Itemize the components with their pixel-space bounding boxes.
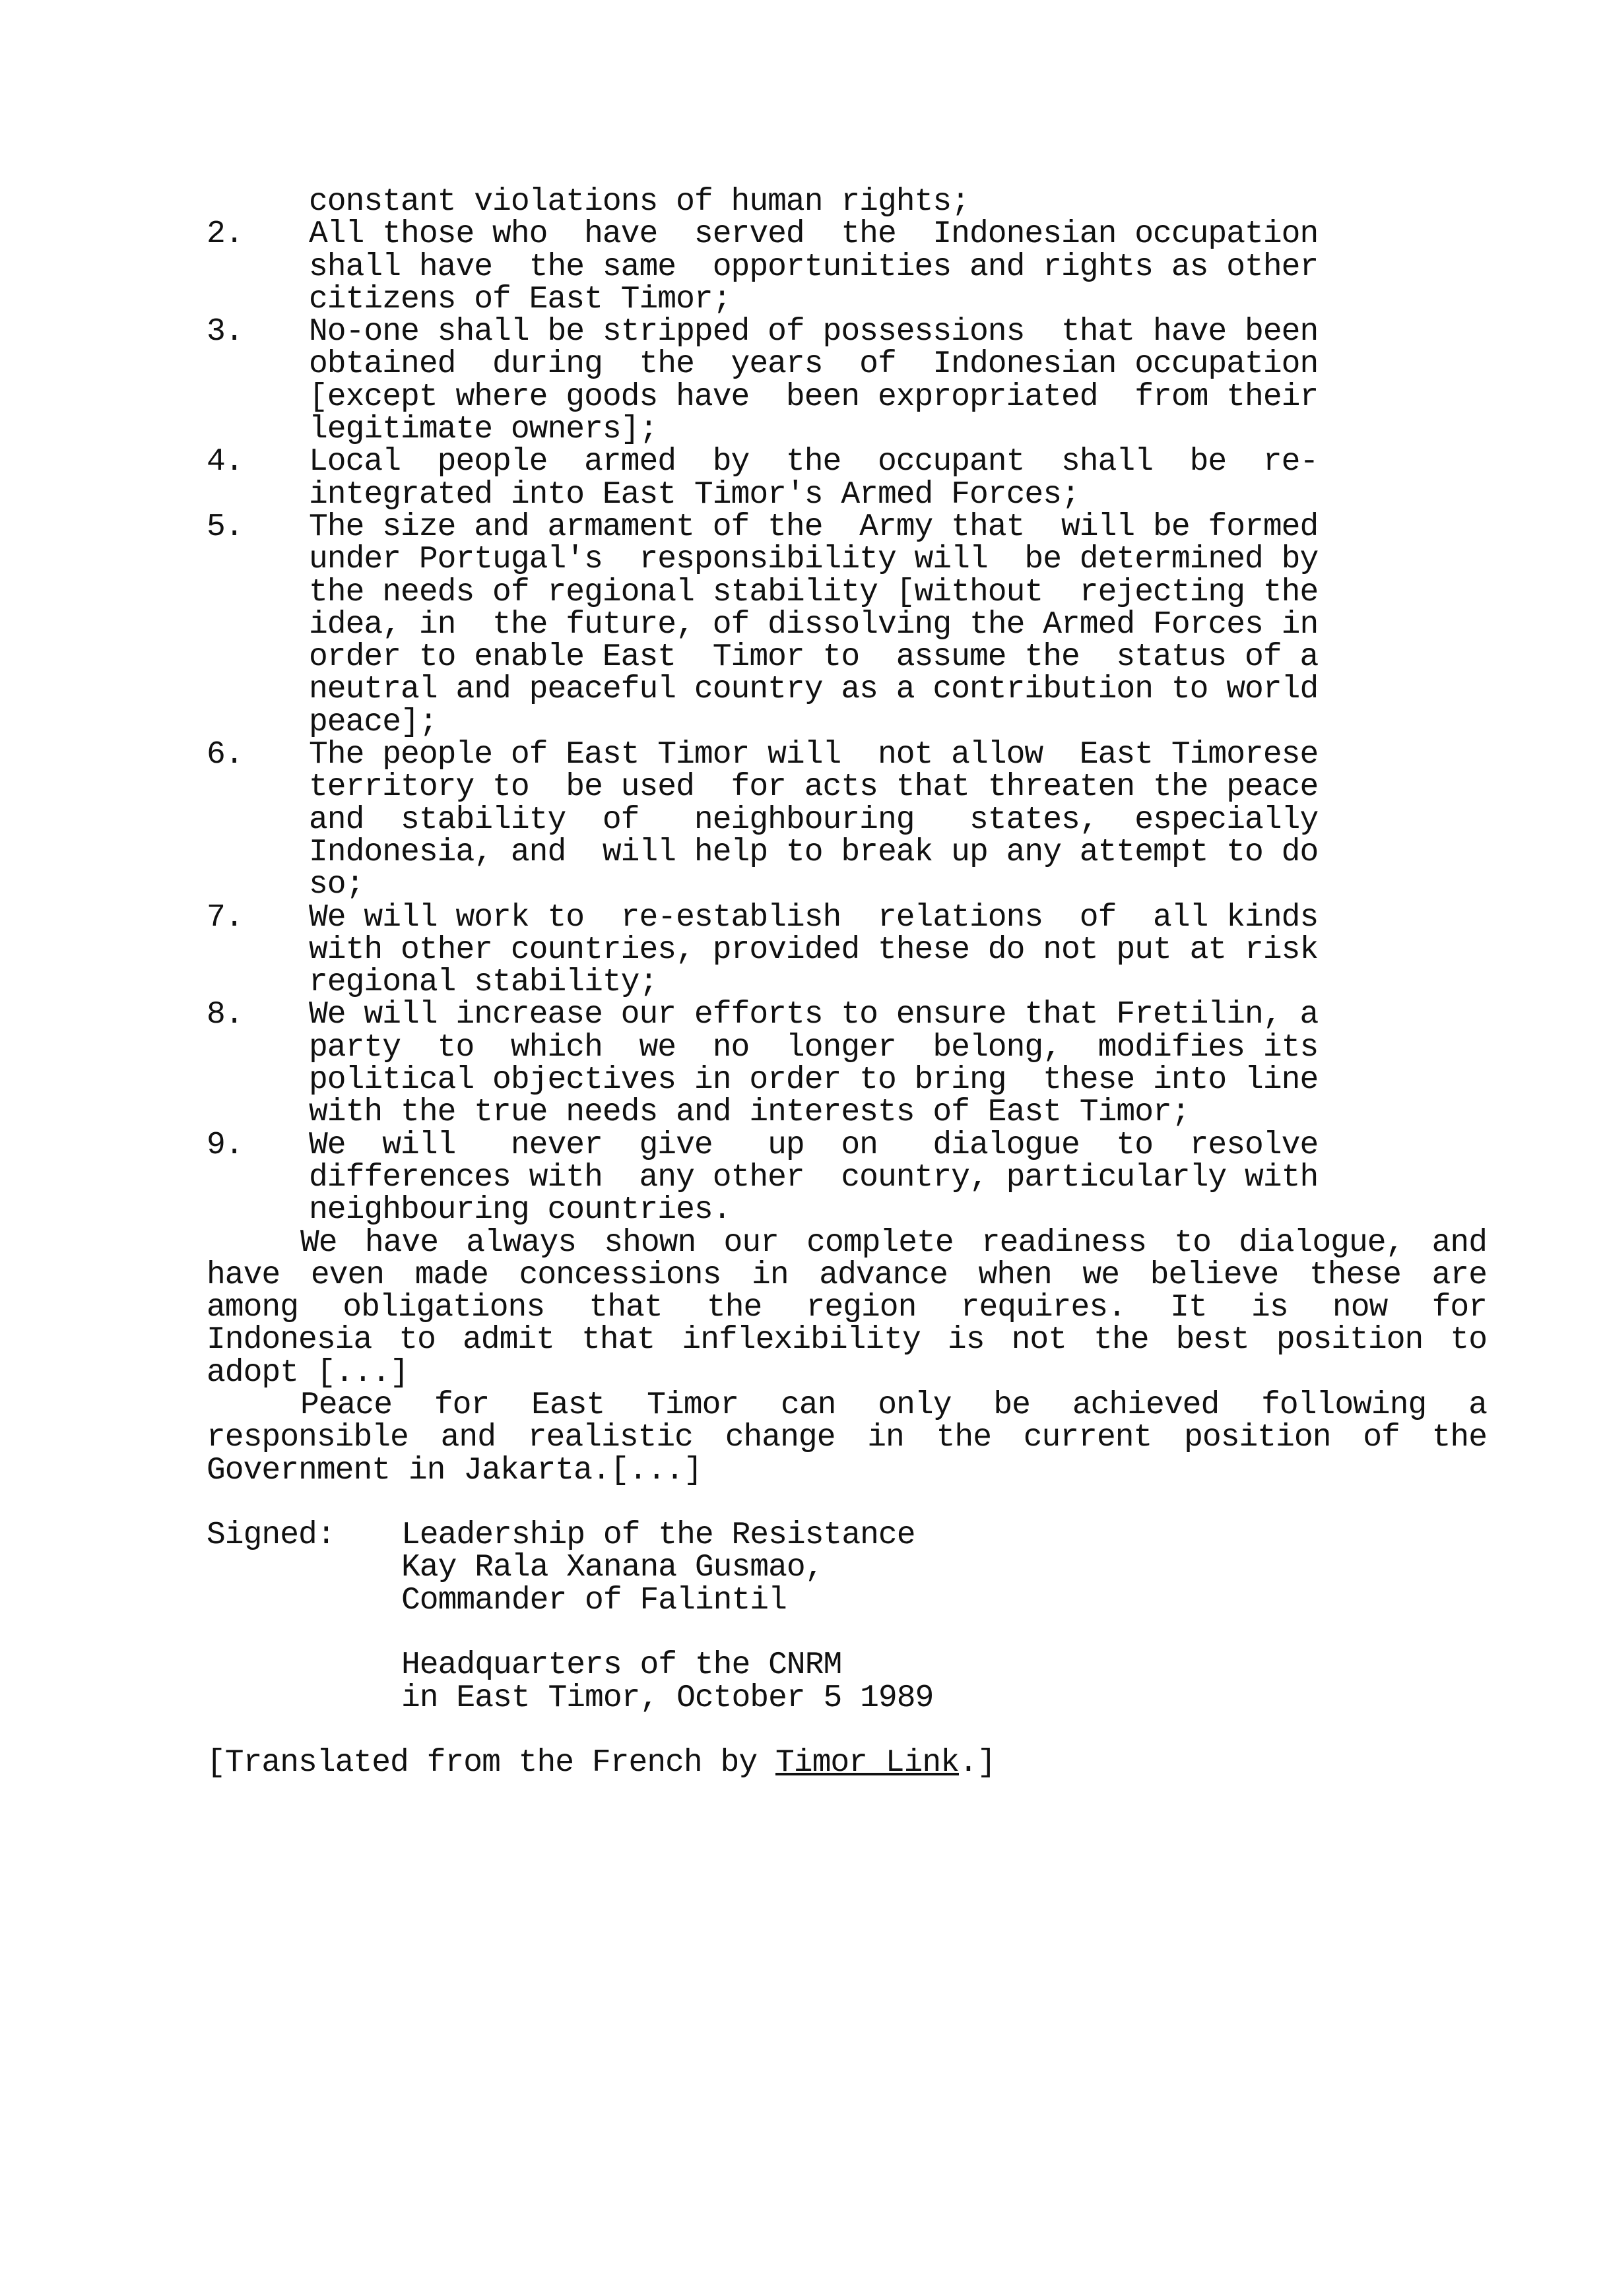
- list-item-line: We will never give up on dialogue to resolve: [309, 1127, 1319, 1163]
- list-item-number: 9.: [207, 1127, 244, 1163]
- list-item-line: No-one shall be stripped of possessions that have been: [309, 314, 1319, 350]
- list-item-line: idea, in the future, of dissolving the Armed Forces in: [309, 606, 1319, 643]
- list-item-line: so;: [309, 867, 364, 903]
- paragraph-peace: [207, 1389, 1487, 1487]
- continuation-line: constant violations of human rights;: [309, 184, 969, 220]
- list-item-line: and stability of neighbouring states, especially: [309, 802, 1319, 838]
- list-item-line: obtained during the years of Indonesian occupation: [309, 346, 1319, 383]
- list-item-line: differences with any other country, particularly with: [309, 1159, 1319, 1196]
- list-item-number: 6.: [207, 737, 244, 773]
- paragraph-dialogue: [207, 1227, 1487, 1389]
- list-item-number: 4.: [207, 444, 244, 480]
- list-item-line: We will work to re-establish relations of all kinds: [309, 899, 1319, 936]
- translation-note-prefix: [Translated from the French by: [207, 1745, 775, 1781]
- paragraph-line: Government in Jakarta.[...]: [207, 1452, 702, 1488]
- list-item-line: order to enable East Timor to assume the status of a: [309, 639, 1319, 676]
- list-item: [207, 316, 1487, 446]
- paragraph-line: among obligations that the region requires. It is now for: [207, 1290, 1487, 1326]
- list-item-line: The size and armament of the Army that will be formed: [309, 509, 1319, 545]
- spacer: [401, 1617, 1487, 1649]
- list-item-line: under Portugal's responsibility will be determined by: [309, 542, 1319, 578]
- translation-note-suffix: .]: [959, 1745, 996, 1781]
- signature-block: [207, 1519, 1487, 1715]
- list-item-number: 8.: [207, 997, 244, 1033]
- list-item-line: peace];: [309, 704, 438, 740]
- spacer: [207, 1487, 1487, 1519]
- list-item-line: neighbouring countries.: [309, 1192, 731, 1228]
- list-item-line: shall have the same opportunities and rights as other: [309, 249, 1319, 285]
- list-item: [207, 899, 1487, 1001]
- list-item-line: All those who have served the Indonesian occupation: [309, 216, 1319, 253]
- location-line: in East Timor, October 5 1989: [401, 1680, 934, 1716]
- list-item-line: party to which we no longer belong, modifies its: [309, 1029, 1319, 1066]
- document-body: [207, 186, 1487, 1780]
- list-item-line: the needs of regional stability [without rejecting the: [309, 574, 1319, 610]
- list-item-line: The people of East Timor will not allow East Timorese: [309, 737, 1319, 773]
- spacer: [207, 1715, 1487, 1747]
- list-item: [207, 218, 1487, 316]
- signature-line: Commander of Falintil: [401, 1582, 787, 1618]
- translation-note: [207, 1747, 1487, 1779]
- list-item-number: 7.: [207, 899, 244, 936]
- list-item-number: 5.: [207, 509, 244, 545]
- list-item-line: [except where goods have been expropriated from their: [309, 379, 1319, 415]
- list-item-number: 3.: [207, 314, 244, 350]
- list-item-line: with other countries, provided these do not put at risk: [309, 932, 1319, 968]
- signature-line: Leadership of the Resistance: [401, 1517, 915, 1554]
- list-item: [207, 1127, 1487, 1228]
- paragraph-line: Indonesia to admit that inflexibility is not the best position to: [207, 1322, 1487, 1358]
- list-item: [207, 511, 1487, 739]
- list-item-line: neutral and peaceful country as a contribution to world: [309, 672, 1319, 708]
- translation-source: Timor Link: [775, 1745, 959, 1781]
- paragraph-line: responsible and realistic change in the current position of the: [207, 1420, 1487, 1456]
- list-item-line: regional stability;: [309, 965, 658, 1001]
- list-item-line: legitimate owners];: [309, 412, 658, 448]
- list-item-line: with the true needs and interests of East Timor;: [309, 1095, 1190, 1131]
- list-item-line: We will increase our efforts to ensure that Fretilin, a: [309, 997, 1319, 1033]
- paragraph-line: We have always shown our complete readiness to dialogue, and: [300, 1225, 1487, 1261]
- list-item-line: integrated into East Timor's Armed Forces;: [309, 476, 1080, 513]
- list-item-line: territory to be used for acts that threaten the peace: [309, 769, 1319, 806]
- list-item-line: political objectives in order to bring these into line: [309, 1062, 1319, 1099]
- list-item: [207, 739, 1487, 901]
- list-item: [207, 446, 1487, 511]
- paragraph-line: have even made concessions in advance when we believe these are: [207, 1257, 1487, 1293]
- list-item-line: Local people armed by the occupant shall be re-: [309, 444, 1319, 480]
- list-item-number: 2.: [207, 216, 244, 253]
- paragraph-line: adopt [...]: [207, 1355, 409, 1391]
- list-item: [207, 999, 1487, 1129]
- list-item-line: Indonesia, and will help to break up any attempt to do: [309, 834, 1319, 870]
- list-item-line: citizens of East Timor;: [309, 281, 731, 317]
- numbered-list: [207, 218, 1487, 1227]
- paragraph-line: Peace for East Timor can only be achieved following a: [300, 1387, 1487, 1423]
- signature-line: Kay Rala Xanana Gusmao,: [401, 1550, 824, 1586]
- location-line: Headquarters of the CNRM: [401, 1647, 842, 1684]
- signature-label: Signed:: [207, 1517, 335, 1554]
